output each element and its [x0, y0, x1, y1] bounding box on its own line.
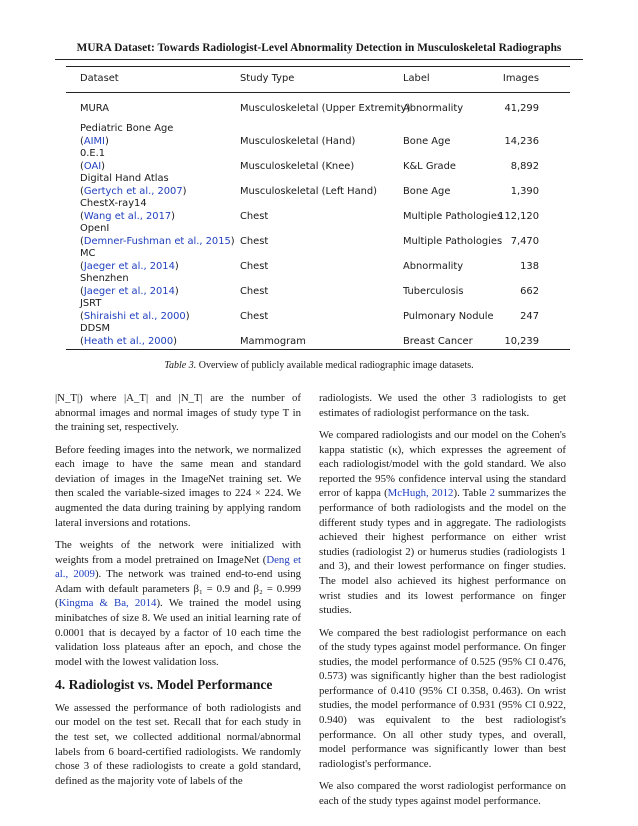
left-p2-text: Before feeding images into the network, we normalized each image to have the same mean and standard deviation of images in the ImageNet training set. We then scaled the variable-sized images to 224 × 224. We augmented the data during training by applying random lateral inversions and rotations. [55, 443, 301, 529]
section-heading: 4. Radiologist vs. Model Performance [55, 677, 273, 693]
header-dataset: Dataset [80, 73, 119, 84]
right-p1-text: radiologists. We used the other 3 radiologists to get estimates of radiologist performance on the task. [319, 392, 566, 419]
citation-link[interactable]: Kingma & Ba, 2014 [58, 597, 157, 610]
study-type: Chest [240, 311, 269, 322]
paren-close: ) [171, 211, 175, 222]
left-column [55, 391, 301, 796]
dataset-name: DDSM [80, 323, 110, 334]
citation-link[interactable]: OAI [83, 161, 102, 172]
paren-open: ( [80, 211, 84, 222]
header-label: Label [403, 73, 430, 84]
paren-close: ) [173, 336, 177, 347]
paren-open: ( [80, 186, 84, 197]
label-value: K&L Grade [403, 161, 456, 172]
left-p1-text: |N_T|) where |A_T| and |N_T| are the number of abnormal images and normal images of study type T in the training set, respectively. [55, 392, 301, 434]
dataset-citation [80, 235, 235, 248]
table-top-rule [66, 66, 570, 67]
study-type: Chest [240, 261, 269, 272]
citation-link[interactable]: Jaeger et al., 2014 [83, 286, 175, 297]
paren-close: ) [182, 186, 187, 197]
citation-link[interactable]: Demner-Fushman et al., 2015 [83, 236, 231, 247]
image-count: 8,892 [510, 161, 539, 172]
paren-open: ( [80, 286, 84, 297]
paren-close: ) [174, 286, 179, 297]
table-bottom-rule [66, 349, 570, 350]
dataset-name: OpenI [80, 223, 110, 234]
left-paragraph-4 [55, 701, 301, 789]
image-count: 41,299 [504, 103, 539, 114]
image-count: 138 [520, 261, 539, 272]
image-count: 7,470 [510, 236, 539, 247]
label-value: Abnormality [403, 103, 464, 114]
right-paragraph-2 [319, 428, 566, 618]
paren-close: ) [230, 236, 235, 247]
paren-open: ( [80, 311, 84, 322]
dataset-name: Pediatric Bone Age [80, 123, 174, 134]
citation-link[interactable]: Wang et al., 2017 [83, 211, 172, 222]
dataset-name: MURA [80, 103, 109, 114]
citation-link[interactable]: Jaeger et al., 2014 [83, 261, 175, 272]
study-type: Musculoskeletal (Left Hand) [240, 186, 378, 197]
citation-link[interactable]: Gertych et al., 2007 [83, 186, 183, 197]
table-ref-link[interactable]: 2 [489, 487, 496, 500]
label-value: Multiple Pathologies [403, 211, 503, 222]
paren-close: ) [185, 311, 190, 322]
paren-close: ) [174, 261, 179, 272]
study-type: Chest [240, 236, 269, 247]
citation-link[interactable]: Deng et al., 2009 [55, 553, 301, 581]
left-p3-text-b: ). The network was trained end-to-end using Adam with default parameters β₁ = 0.9 and β₂ = 0.999 ( [55, 568, 301, 610]
left-paragraph-3 [55, 538, 301, 669]
right-column [319, 391, 566, 816]
dataset-citation [80, 335, 177, 348]
label-value: Abnormality [403, 261, 464, 272]
right-p2-text-a: We compared radiologists and our model on the Cohen's kappa statistic (κ), which expresses the agreement of each radiologist/model with the gold standard. We also reported the 95% confidence interval using the standard error of kappa ( [319, 428, 566, 500]
right-p2-text-b: ). Table [453, 487, 490, 500]
label-value: Multiple Pathologies [403, 236, 503, 247]
right-paragraph-1 [319, 391, 566, 420]
image-count: 10,239 [504, 336, 539, 347]
table-header-rule [66, 92, 570, 93]
image-count: 1,390 [510, 186, 539, 197]
right-paragraph-3 [319, 626, 566, 772]
header-images: Images [502, 73, 539, 84]
citation-link[interactable]: AIMI [83, 136, 105, 147]
image-count: 247 [520, 311, 539, 322]
right-paragraph-4 [319, 779, 566, 808]
paren-open: ( [80, 136, 84, 147]
left-p3-text-c: ). We trained the model using minibatches of size 8. We used an initial learning rate of 0.0001 that is decayed by a factor of 10 each time the validation loss plateaus after an epoch, and chose the model with the lowest validation loss. [55, 597, 301, 668]
running-head: MURA Dataset: Towards Radiologist-Level Abnormality Detection in Musculoskeletal Radiographs [76, 42, 562, 54]
left-p3-text-a: The weights of the network were initialized with weights from a model pretrained on ImageNet ( [55, 538, 301, 566]
dataset-name: 0.E.1 [80, 148, 106, 159]
right-p4-text: We also compared the worst radiologist performance on each of the study types against model performance. [319, 780, 566, 807]
header-study-type: Study Type [240, 73, 295, 84]
citation-link[interactable]: McHugh, 2012 [387, 487, 454, 500]
label-value: Breast Cancer [403, 336, 473, 347]
dataset-name: ChestX-ray14 [80, 198, 147, 209]
label-value: Pulmonary Nodule [403, 311, 494, 322]
citation-link[interactable]: Heath et al., 2000 [83, 336, 174, 347]
study-type: Mammogram [240, 336, 306, 347]
paren-open: ( [80, 236, 84, 247]
label-value: Bone Age [403, 186, 451, 197]
image-count: 14,236 [504, 136, 539, 147]
dataset-name: Digital Hand Atlas [80, 173, 169, 184]
paren-open: ( [80, 336, 84, 347]
right-p3-text: We compared the best radiologist performance on each of the study types against model performance. On finger studies, the model performance of 0.525 (95% CI 0.476, 0.573) was significantly higher than the best radiologist performance of 0.410 (95% CI 0.358, 0.463). On wrist studies, the model performance of 0.931 (95% CI 0.922, 0.940) was equivalent to the best radiologist's performance. On all other study types, and overall, model performance was significantly lower than best radiologist's performance. [319, 626, 566, 770]
dataset-name: MC [80, 248, 96, 259]
image-count: 112,120 [498, 211, 539, 222]
dataset-name: JSRT [80, 298, 102, 309]
paren-close: ) [101, 161, 105, 172]
dataset-name: Shenzhen [80, 273, 129, 284]
study-type: Chest [240, 286, 269, 297]
citation-link[interactable]: Shiraishi et al., 2000 [83, 311, 186, 322]
paren-close: ) [104, 136, 109, 147]
paren-open: ( [80, 161, 84, 172]
study-type: Musculoskeletal (Hand) [240, 136, 356, 147]
label-value: Tuberculosis [403, 286, 464, 297]
left-p4-text: We assessed the performance of both radiologists and our model on the test set. Recall that for each study in the test set, we collected additional normal/abnormal labels from 6 board-certified radiologists. We randomly chose 3 of these radiologists to create a gold standard, defined as the majority vote of labels of the [55, 701, 301, 787]
table-caption [0, 360, 638, 371]
label-value: Bone Age [403, 136, 451, 147]
paren-open: ( [80, 261, 84, 272]
study-type: Musculoskeletal (Upper Extremity) [240, 103, 411, 114]
right-p2-text-c: summarizes the performance of both radiologists and the model on the different study types and in aggregate. The radiologists achieved their highest performance on either wrist studies (radiologist 2) or humerus studies (radiologists 1 and 3), and their lowest performance on finger studies. The model also achieved its highest performance on wrist studies and its lowest performance on finger studies. [319, 487, 566, 617]
image-count: 662 [520, 286, 539, 297]
study-type: Musculoskeletal (Knee) [240, 161, 355, 172]
study-type: Chest [240, 211, 269, 222]
caption-label: Table 3. [164, 360, 197, 371]
header-rule [55, 59, 583, 60]
left-paragraph-2 [55, 443, 301, 531]
caption-text: Overview of publicly available medical radiographic image datasets. [196, 360, 474, 371]
left-paragraph-1 [55, 391, 301, 435]
